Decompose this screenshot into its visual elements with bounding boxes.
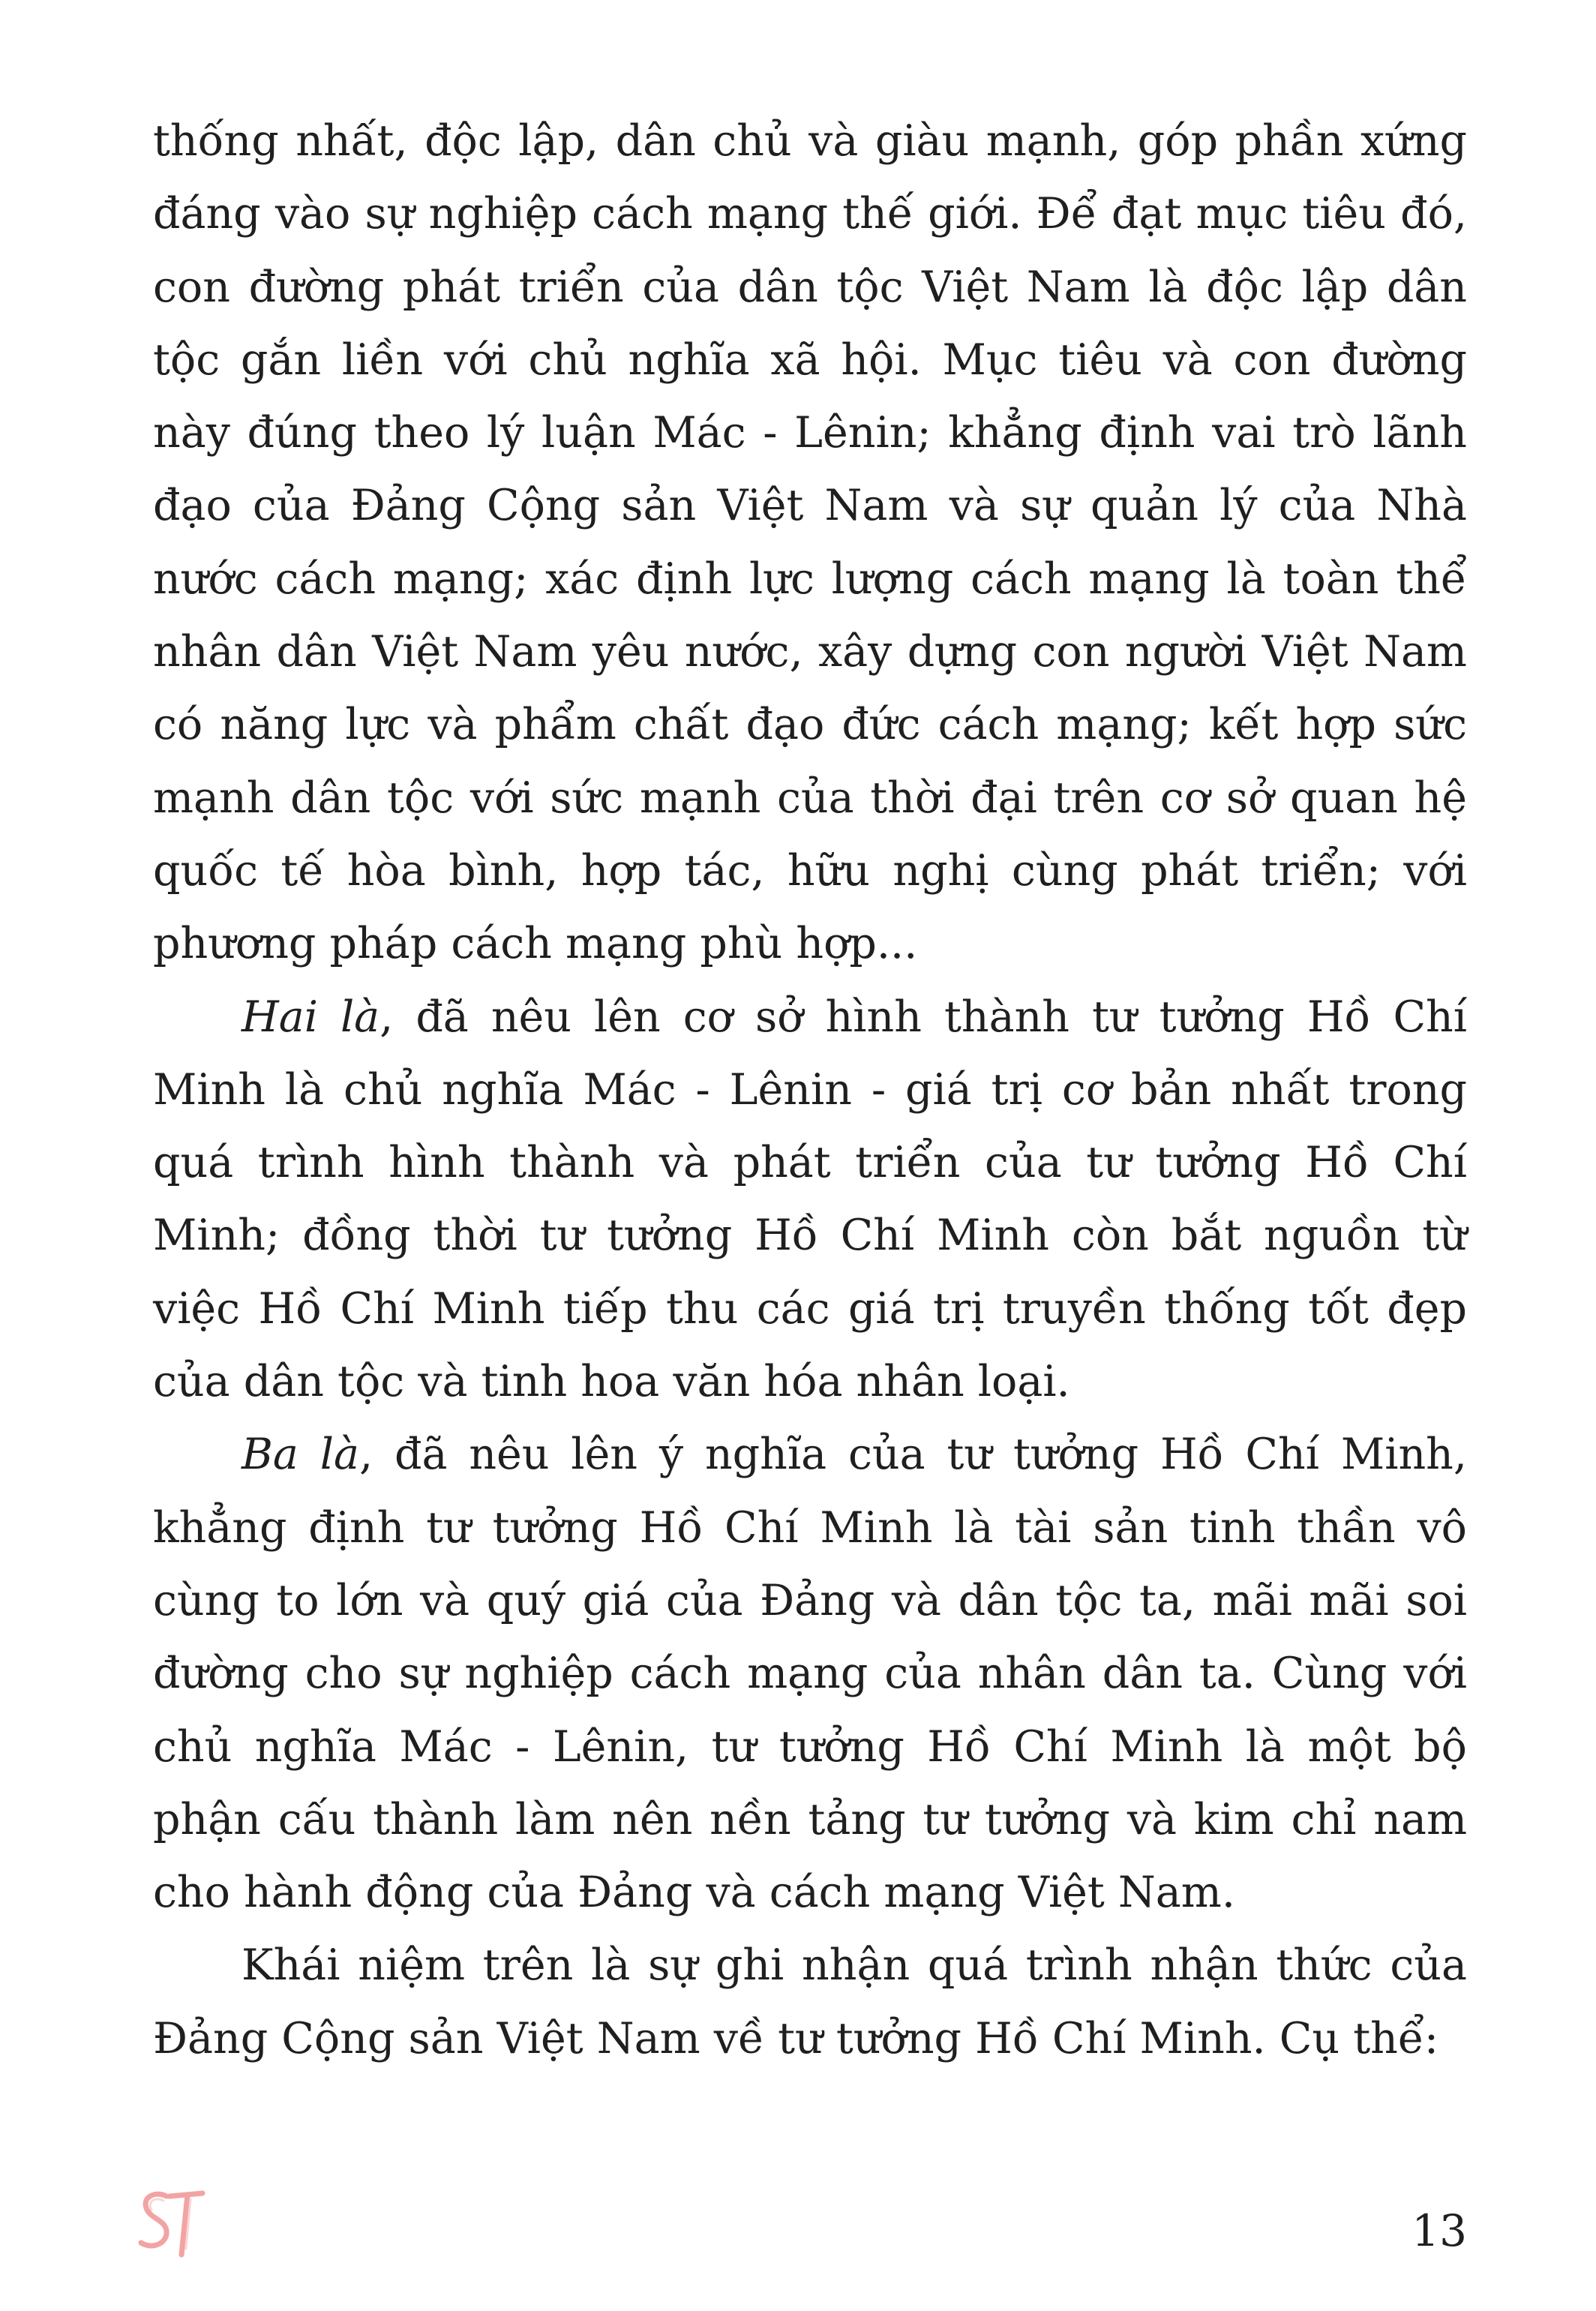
- paragraph-text: thống nhất, độc lập, dân chủ và giàu mạnh, góp phần xứng đáng vào sự nghiệp cách mạng thế giới. Để đạt mục tiêu đó, con đường phát triển của dân tộc Việt Nam là độc lập dân tộc gắn liền với chủ nghĩa xã hội. Mục tiêu và con đường này đúng theo lý luận Mác - Lênin; khẳng định vai trò lãnh đạo của Đảng Cộng sản Việt Nam và sự quản lý của Nhà nước cách mạng; xác định lực lượng cách mạng là toàn thể nhân dân Việt Nam yêu nước, xây dựng con người Việt Nam có năng lực và phẩm chất đạo đức cách mạng; kết hợp sức mạnh dân tộc với sức mạnh của thời đại trên cơ sở quan hệ quốc tế hòa bình, hợp tác, hữu nghị cùng phát triển; với phương pháp cách mạng phù hợp...: [153, 116, 1467, 969]
- paragraph-text: Khái niệm trên là sự ghi nhận quá trình nhận thức của Đảng Cộng sản Việt Nam về tư tưởng Hồ Chí Minh. Cụ thể:: [153, 1940, 1467, 2063]
- paragraph-continuation: [153, 105, 1467, 981]
- paragraph-khai-niem: [153, 1929, 1467, 2075]
- body-text: [153, 105, 1467, 2075]
- page-number: 13: [1412, 2205, 1467, 2256]
- paragraph-lead: Ba là: [242, 1430, 359, 1480]
- paragraph-lead: Hai là: [242, 992, 380, 1042]
- paragraph-ba-la: [153, 1418, 1467, 1929]
- paragraph-text: , đã nêu lên ý nghĩa của tư tưởng Hồ Chí Minh, khẳng định tư tưởng Hồ Chí Minh là tài sản tinh thần vô cùng to lớn và quý giá của Đảng và dân tộc ta, mãi mãi soi đường cho sự nghiệp cách mạng của nhân dân ta. Cùng với chủ nghĩa Mác - Lênin, tư tưởng Hồ Chí Minh là một bộ phận cấu thành làm nên nền tảng tư tưởng và kim chỉ nam cho hành động của Đảng và cách mạng Việt Nam.: [153, 1430, 1467, 1918]
- paragraph-hai-la: [153, 981, 1467, 1419]
- publisher-logo-icon: [134, 2183, 208, 2265]
- paragraph-text: , đã nêu lên cơ sở hình thành tư tưởng Hồ Chí Minh là chủ nghĩa Mác - Lênin - giá trị cơ bản nhất trong quá trình hình thành và phát triển của tư tưởng Hồ Chí Minh; đồng thời tư tưởng Hồ Chí Minh còn bắt nguồn từ việc Hồ Chí Minh tiếp thu các giá trị truyền thống tốt đẹp của dân tộc và tinh hoa văn hóa nhân loại.: [153, 992, 1467, 1407]
